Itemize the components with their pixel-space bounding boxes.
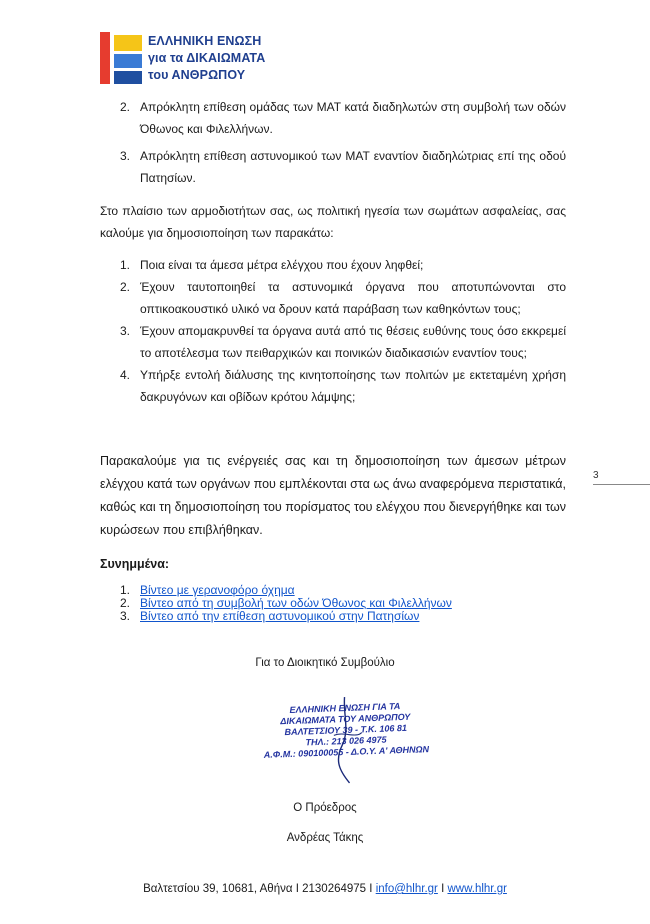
logo-yellow-block	[114, 35, 142, 51]
footer-address: Βαλτετσίου 39, 10681, Αθήνα	[143, 883, 293, 895]
list-text: Υπήρξε εντολή διάλυσης της κινητοποίησης των πολιτών με εκτεταμένη χρήση δακρυγόνων και οβίδων κρότου λάμψης;	[140, 368, 566, 404]
list-text: Απρόκλητη επίθεση ομάδας των ΜΑΤ κατά διαδηλωτών στη συμβολή των οδών Όθωνος και Φιλελλήνων.	[140, 100, 566, 136]
list-number: 4.	[120, 368, 131, 382]
stamp-line5: Α.Φ.Μ.: 090100055 - Δ.Ο.Υ. Α' ΑΘΗΝΩΝ	[263, 744, 430, 760]
page-number: 3	[593, 470, 599, 481]
attachment-link-video-crane[interactable]: Βίντεο με γερανοφόρο όχημα	[140, 583, 295, 597]
list-item	[100, 276, 566, 320]
list-item	[100, 145, 566, 189]
list-item	[100, 96, 566, 140]
logo-text-line2: για τα ΔΙΚΑΙΩΜΑΤΑ	[148, 51, 266, 65]
paragraph-text: Στο πλαίσιο των αρμοδιοτήτων σας, ως πολιτική ηγεσία των σωμάτων ασφαλείας, σας καλούμε για δημοσιοποίηση των παρακάτω:	[100, 204, 566, 240]
stamp-line1: ΕΛΛΗΝΙΚΗ ΕΝΩΣΗ ΓΙΑ ΤΑ	[289, 701, 401, 715]
page-number-divider	[593, 484, 650, 485]
list-number: 1.	[120, 258, 131, 272]
list-text: Έχουν ταυτοποιηθεί τα αστυνομικά όργανα που αποτυπώνονται στο οπτικοακουστικό υλικό να δρουν κατά παράβαση των καθηκόντων τους;	[140, 280, 566, 316]
footer-email-link[interactable]: info@hlhr.gr	[375, 883, 438, 895]
attachment-link-video-othonos[interactable]: Βίντεο από τη συμβολή των οδών Όθωνος και Φιλελλήνων	[140, 596, 452, 610]
footer-website-link[interactable]: www.hlhr.gr	[447, 883, 507, 895]
attachment-link-video-patision[interactable]: Βίντεο από την επίθεση αστυνομικού στην Πατησίων	[140, 609, 420, 623]
stamp-line3: ΒΑΛΤΕΤΣΙΟΥ 39 - Τ.Κ. 106 81	[284, 722, 408, 738]
logo-text-line3: του ΑΝΘΡΩΠΟΥ	[148, 68, 246, 82]
list-number: 3.	[120, 609, 131, 623]
paragraph-text: Παρακαλούμε για τις ενέργειές σας και τη δημοσιοποίηση των άμεσων μέτρων ελέγχου κατά των οργάνων που εμπλέκονται στα ως άνω αναφερόμενα περιστατικά, καθώς και τη δημοσιοποίηση του πορίσματος του ελέγχου που διενεργήθηκε και των κυρώσεων που επιβλήθηκαν.	[100, 454, 566, 537]
footer-separator: I	[369, 883, 373, 895]
list-item	[100, 364, 566, 408]
attachments-section	[100, 553, 566, 623]
list-text: Απρόκλητη επίθεση αστυνομικού των ΜΑΤ εναντίον διαδηλώτριας επί της οδού Πατησίων.	[140, 149, 566, 185]
footer-phone: 2130264975	[302, 883, 367, 895]
stamp-line4: ΤΗΛ.: 213 026 4975	[305, 734, 387, 748]
footer-separator: I	[441, 883, 445, 895]
questions-list	[100, 254, 566, 408]
logo-text-line1: ΕΛΛΗΝΙΚΗ ΕΝΩΣΗ	[148, 34, 262, 48]
intro-paragraph	[100, 200, 566, 244]
list-number: 3.	[120, 149, 131, 163]
list-item	[100, 320, 566, 364]
list-item	[100, 254, 566, 276]
attachment-item	[100, 610, 566, 623]
stamp-line2: ΔΙΚΑΙΩΜΑΤΑ ΤΟΥ ΑΝΘΡΩΠΟΥ	[280, 711, 411, 727]
signature-icon	[314, 694, 377, 786]
president-title: Ο Πρόεδρος	[293, 802, 357, 814]
list-number: 2.	[120, 596, 131, 610]
attachments-heading: Συνημμένα:	[100, 557, 170, 571]
organization-logo	[100, 32, 290, 88]
list-text: Ποια είναι τα άμεσα μέτρα ελέγχου που έχουν ληφθεί;	[140, 258, 424, 272]
board-signoff: Για το Διοικητικό Συμβούλιο	[255, 657, 395, 669]
list-text: Έχουν απομακρυνθεί τα όργανα αυτά από τις θέσεις ευθύνης τους όσο εκκρεμεί το αποτέλεσμα των πειθαρχικών και ποινικών διαδικασιών εναντίον τους;	[140, 324, 566, 360]
logo-navy-block	[114, 71, 142, 84]
president-name: Ανδρέας Τάκης	[286, 832, 364, 844]
logo-blue-block	[114, 54, 142, 68]
logo-red-bar	[100, 32, 110, 84]
request-paragraph	[100, 450, 566, 542]
list-number: 2.	[120, 280, 131, 294]
list-number: 2.	[120, 100, 131, 114]
list-number: 3.	[120, 324, 131, 338]
list-number: 1.	[120, 583, 131, 597]
incident-list	[100, 96, 566, 189]
organization-stamp	[255, 700, 437, 778]
footer-separator: I	[295, 883, 299, 895]
page-footer	[0, 883, 650, 895]
